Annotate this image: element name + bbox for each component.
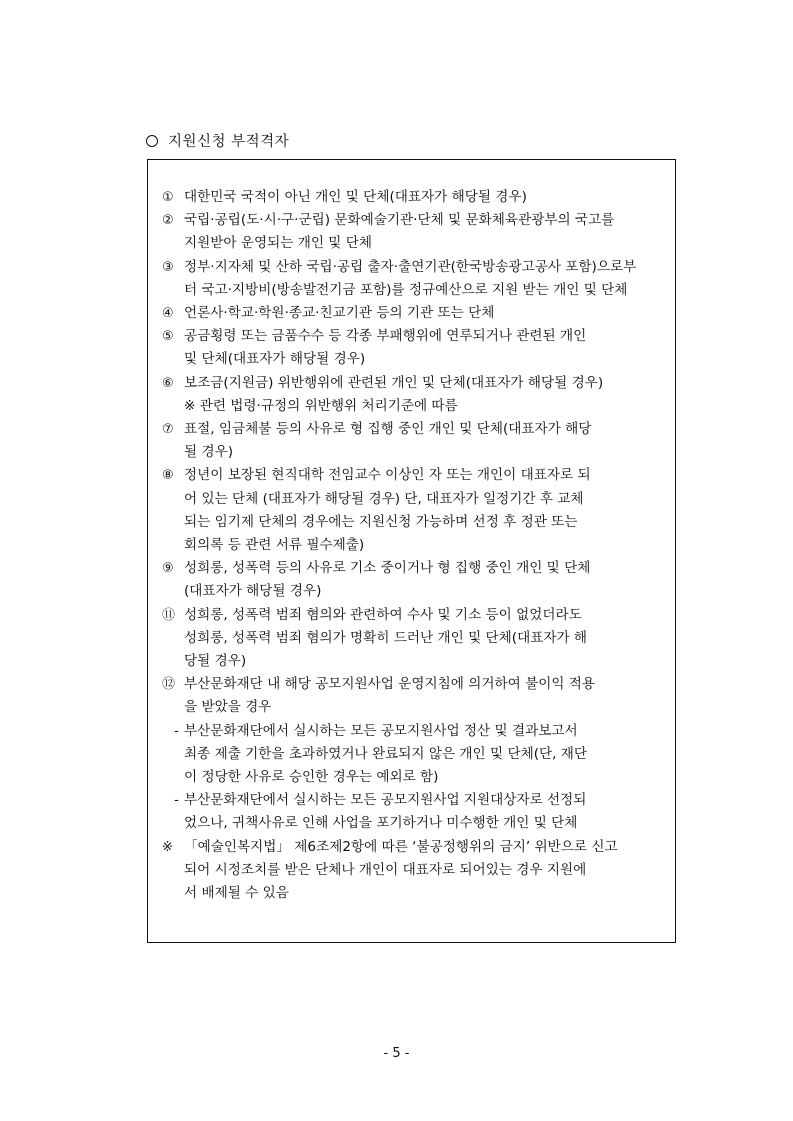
item-number: ⑫	[162, 677, 176, 693]
item-text-line: 을 받았을 경우	[184, 699, 272, 716]
list-item	[162, 209, 662, 255]
item-number: ⑪	[162, 607, 176, 623]
dash-item-text-line: 최종 제출 기한을 초과하였거나 완료되지 않은 개인 및 단체(단, 재단	[184, 745, 588, 762]
dash-item-text-line: 었으나, 귀책사유로 인해 사업을 포기하거나 미수행한 개인 및 단체	[184, 815, 578, 832]
item-text-line: (대표자가 해당될 경우)	[184, 583, 322, 600]
list-item	[162, 418, 662, 464]
item-text-line: 되는 임기제 단체의 경우에는 지원신청 가능하며 선정 후 정관 또는	[184, 513, 578, 530]
item-text-line: 및 단체(대표자가 해당될 경우)	[184, 351, 366, 368]
item-text-line: 공금횡령 또는 금품수수 등 각종 부패행위에 연루되거나 관련된 개인	[184, 328, 587, 345]
list-item	[162, 673, 662, 719]
item-text-line: 성희롱, 성폭력 범죄 혐의가 명확히 드러난 개인 및 단체(대표자가 해	[184, 629, 588, 646]
list-item	[162, 256, 662, 302]
item-note: ※ 관련 법령·규정의 위반행위 처리기준에 따름	[184, 397, 458, 414]
item-text-line: 언론사·학교·학원·종교·친교기관 등의 기관 또는 단체	[184, 305, 495, 322]
list-item	[162, 557, 662, 603]
dash-marker: -	[174, 722, 179, 739]
dash-item-text-line: 이 정당한 사유로 승인한 경우는 예외로 함)	[184, 769, 439, 786]
page-number: - 5 -	[383, 1046, 410, 1061]
item-number: ④	[162, 306, 174, 322]
item-text-line: 정부·지자체 및 산하 국립·공립 출자·출연기관(한국방송광고공사 포함)으로부	[184, 258, 637, 275]
section-heading-text: 지원신청 부적격자	[168, 134, 290, 150]
dash-list-item	[162, 789, 662, 835]
item-number: ⑥	[162, 375, 174, 391]
dash-marker: -	[174, 792, 179, 809]
item-number: ⑨	[162, 561, 174, 577]
item-text-line: 대한민국 국적이 아닌 개인 및 단체(대표자가 해당될 경우)	[184, 189, 527, 205]
item-number: ②	[162, 213, 174, 229]
final-note-line: 「예술인복지법」 제6조제2항에 따른 ‘불공정행위의 금지’ 위반으로 신고	[184, 838, 618, 855]
item-text-line: 될 경우)	[184, 444, 234, 461]
item-text-line: 국립·공립(도·시·구·군립) 문화예술기관·단체 및 문화체육관광부의 국고를	[184, 212, 615, 229]
section-heading	[146, 130, 289, 151]
item-text-line: 성희롱, 성폭력 범죄 혐의와 관련하여 수사 및 기소 등이 없었더라도	[184, 606, 582, 623]
item-text-line: 표절, 임금체불 등의 사유로 형 집행 중인 개인 및 단체(대표자가 해당	[184, 421, 592, 438]
final-note-mark: ※	[162, 839, 173, 855]
dash-list-item	[162, 720, 662, 790]
list-item	[162, 302, 662, 325]
item-number: ⑦	[162, 422, 174, 438]
item-text-line: 보조금(지원금) 위반행위에 관련된 개인 및 단체(대표자가 해당될 경우)	[184, 374, 604, 391]
circle-bullet-icon	[146, 135, 158, 147]
item-number: ①	[162, 190, 174, 205]
ineligible-applicants-box	[147, 159, 676, 943]
list-item	[162, 186, 662, 209]
item-text-line: 정년이 보장된 현직대학 전임교수 이상인 자 또는 개인이 대표자로 되	[184, 467, 591, 484]
dash-item-text-line: 부산문화재단에서 실시하는 모든 공모지원사업 지원대상자로 선정되	[184, 792, 587, 809]
list-item	[162, 604, 662, 674]
item-number: ③	[162, 259, 174, 275]
final-note-line: 서 배제될 수 있음	[184, 885, 289, 902]
dash-item-text-line: 부산문화재단에서 실시하는 모든 공모지원사업 정산 및 결과보고서	[184, 722, 578, 739]
final-note-line: 되어 시정조치를 받은 단체나 개인이 대표자로 되어있는 경우 지원에	[184, 861, 587, 878]
item-text-line: 당될 경우)	[184, 653, 247, 670]
item-text-line: 지원받아 운영되는 개인 및 단체	[184, 235, 372, 252]
item-text-line: 성희롱, 성폭력 등의 사유로 기소 중이거나 형 집행 중인 개인 및 단체	[184, 560, 591, 577]
item-text-line: 어 있는 단체 (대표자가 해당될 경우) 단, 대표자가 일정기간 후 교체	[184, 490, 584, 507]
list-item	[162, 325, 662, 371]
item-text-line: 부산문화재단 내 해당 공모지원사업 운영지침에 의거하여 불이익 적용	[184, 676, 596, 693]
item-text-line: 회의록 등 관련 서류 필수제출)	[184, 537, 365, 554]
item-text-line: 터 국고·지방비(방송발전기금 포함)를 정규예산으로 지원 받는 개인 및 단체	[184, 281, 628, 298]
item-number: ⑧	[162, 468, 174, 484]
list-item	[162, 464, 662, 557]
list-item	[162, 372, 662, 395]
item-number: ⑤	[162, 329, 174, 345]
ineligible-list	[162, 186, 662, 905]
final-note	[162, 836, 662, 906]
